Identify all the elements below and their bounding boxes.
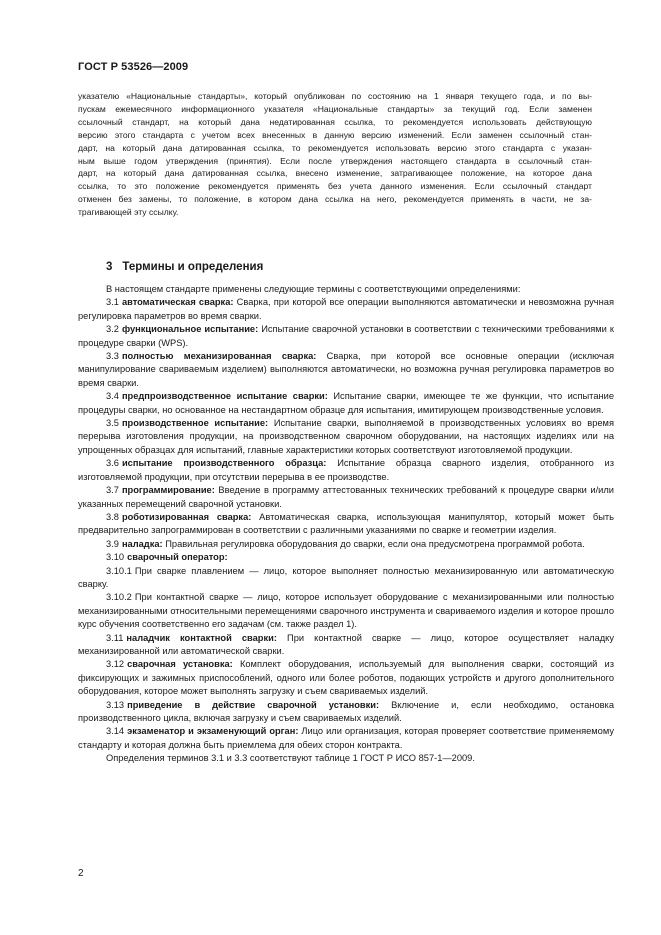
term-definition: Введение в программу аттестованных технических требований к процедуре сварки и/или указанных перемещений сварочной установки. — [78, 485, 614, 509]
term-definition: Испытание сварки, имеющее те же функции, что испытание процедуры сварки, но основанное на нестандартном образце для испытания, имитирующем производственные условия. — [78, 391, 614, 415]
term-entry — [78, 350, 614, 390]
term-entry — [78, 632, 614, 659]
page-header: ГОСТ Р 53526—2009 — [78, 61, 189, 73]
term-definition: При контактной сварке — лицо, которое использует оборудование с механизированными или полностью механизированными относительными перемещениями сварочного инструмента и свариваемого изделия и которое прошло курс обучения соответственно его задачам (см. также раздел 1). — [78, 592, 614, 630]
term-number: 3.10.1 — [106, 565, 132, 576]
term-entry — [78, 591, 614, 631]
section-title: Термины и определения — [122, 261, 264, 273]
term-number: 3.11 — [106, 632, 124, 643]
term-name: сварочная установка: — [127, 659, 233, 670]
term-number: 3.10 — [106, 552, 125, 563]
term-name: предпроизводственное испытание сварки: — [121, 391, 328, 402]
preamble: В настоящем стандарте применены следующие термины с соответствующими определениями: — [106, 284, 521, 294]
term-number: 3.1 — [106, 297, 119, 308]
section-number: 3 — [106, 261, 113, 273]
term-name: полностью механизированная сварка: — [121, 351, 317, 362]
term-entry — [78, 551, 614, 564]
term-number: 3.14 — [106, 726, 125, 737]
intro-line: дарт, на который дана датированная ссылка, то рекомендуется использовать версию этого стандарта с указан- — [78, 142, 592, 153]
intro-line: ссылочный стандарт, на который дана недатированная ссылка, то рекомендуется использовать действующую — [78, 116, 592, 127]
term-entry — [78, 538, 614, 551]
intro-paragraph — [78, 90, 592, 219]
intro-line: версию этого стандарта с учетом всех внесенных в данную версию изменений. Если заменен ссылочный стан- — [78, 129, 592, 140]
term-number: 3.13 — [106, 699, 125, 710]
term-number: 3.8 — [106, 511, 119, 522]
term-entry — [78, 565, 614, 592]
intro-line: ным выше годом утверждения (принятия). Если после утверждения настоящего стандарта в ссылочный стан- — [78, 155, 592, 166]
term-number: 3.9 — [106, 538, 119, 549]
term-definition: При сварке плавлением — лицо, которое выполняет полностью механизированную или автоматическую сварку. — [78, 565, 614, 589]
intro-line: указателю «Национальные стандарты», который опубликован по состоянию на 1 января текущего года, и по вы- — [78, 91, 592, 101]
intro-line: отменен без замены, то положение, в котором дана ссылка на него, рекомендуется применять в части, не за- — [78, 194, 592, 205]
term-name: наладка: — [121, 538, 163, 549]
term-entry — [78, 323, 614, 350]
term-name: наладчик контактной сварки: — [126, 632, 277, 643]
term-entry — [78, 658, 614, 698]
terms-body — [78, 283, 614, 766]
term-number: 3.6 — [106, 458, 119, 469]
term-entry — [78, 484, 614, 511]
intro-line: пускам ежемесячного информационного указателя «Национальные стандарты» за текущий год. Если заменен — [78, 103, 592, 114]
intro-line: дарт, на который дана датированная ссылка, внесено изменение, затрагивающее положение, на которое дана — [78, 168, 592, 179]
term-entry — [78, 296, 614, 323]
term-number: 3.4 — [106, 391, 119, 402]
term-entry — [78, 511, 614, 538]
term-name: роботизированная сварка: — [121, 511, 252, 522]
term-definition: Испытание образца сварного изделия, отобранного из изготовляемой продукции, при отсутствии перерыва в ее производстве. — [78, 458, 615, 482]
term-definition: Комплект оборудования, используемый для выполнения сварки, состоящий из фиксирующих и зажимных приспособлений, одного или более роботов, подающих устройств и другого дополнительного оборудования, которое может выполнять загрузку и съем свариваемых изделий. — [78, 659, 615, 697]
term-entry — [78, 699, 614, 726]
term-name: программирование: — [121, 485, 215, 496]
term-definition: Правильная регулировка оборудования до сварки, если она предусмотрена программой робота. — [165, 538, 585, 549]
section-heading — [106, 261, 263, 273]
intro-line: ссылка, то это положение рекомендуется применять без учета данного изменения. Если ссылочный стандарт — [78, 181, 592, 192]
term-definition: Автоматическая сварка, использующая манипулятор, который может быть предварительно запрограммирован в соответствии с различными указаниями по сварке и геометрии изделия. — [78, 511, 614, 536]
term-name: производственное испытание: — [121, 418, 269, 429]
term-number: 3.5 — [106, 418, 119, 429]
term-number: 3.12 — [106, 659, 125, 670]
term-name: сварочный оператор: — [127, 552, 228, 563]
term-entry — [78, 390, 614, 417]
term-number: 3.7 — [106, 485, 119, 496]
term-name: экзаменатор и экзаменующий орган: — [127, 726, 299, 737]
term-number: 3.2 — [106, 324, 119, 335]
term-number: 3.3 — [106, 351, 119, 362]
closing-note: Определения терминов 3.1 и 3.3 соответствуют таблице 1 ГОСТ Р ИСО 857-1—2009. — [106, 753, 475, 764]
term-name: испытание производственного образца: — [121, 458, 327, 469]
term-definition: Испытание сварочной установки в соответствии с техническими требованиями к процедуре сварки (WPS). — [78, 324, 614, 348]
term-definition: При контактной сварке — лицо, которое осуществляет наладку механизированной или автоматической сварки. — [78, 632, 614, 656]
term-definition: Испытание сварки, выполняемой в производственных условиях во время перерыва изготовления продукции, на производственном сварочном оборудовании, на настоящих изделиях или на упрощенных образцах для испытаний, главные характеристики которых соответствуют изготовляемой продукции. — [78, 418, 614, 455]
term-number: 3.10.2 — [106, 592, 132, 603]
term-entry — [78, 457, 614, 484]
term-name: приведение в действие сварочной установки: — [127, 699, 380, 710]
term-entry — [78, 725, 614, 752]
term-definition: Сварка, при которой все операции выполняются автоматически и невозможна ручная регулировка параметров во время сварки. — [78, 297, 614, 321]
term-definition: Лицо или организация, которая проверяет соответствие применяемому стандарту и которая должна быть приемлема для обеих сторон контракта. — [78, 726, 614, 750]
intro-line: трагивающей эту ссылку. — [78, 207, 179, 218]
term-definition: Включение и, если необходимо, остановка производственного цикла, включая загрузку и съем свариваемых изделий. — [78, 699, 614, 723]
term-entry — [78, 417, 614, 457]
page-number: 2 — [78, 868, 84, 879]
term-definition: Сварка, при которой все основные операции (исключая манипулирование свариваемым изделием) выполняются автоматически, но возможна ручная регулировка параметров во время сварки. — [78, 351, 614, 388]
term-name: автоматическая сварка: — [121, 297, 234, 308]
term-name: функциональное испытание: — [121, 324, 259, 335]
